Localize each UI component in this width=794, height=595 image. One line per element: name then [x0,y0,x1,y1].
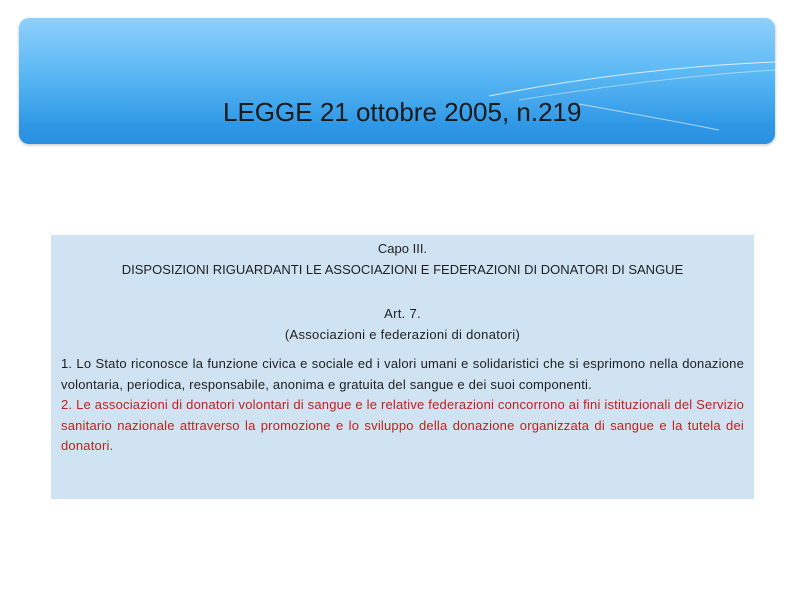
article-subtitle: (Associazioni e federazioni di donatori) [284,327,521,342]
title-banner [19,18,775,144]
law-text-box [51,235,754,499]
page-title: LEGGE 21 ottobre 2005, n.219 [223,97,582,127]
paragraph-1: 1. Lo Stato riconosce la funzione civica e sociale ed i valori umani e solidaristici che si esprimono nella donazione volontaria, periodica, responsabile, anonima e gratuita del sangue e dei suoi componenti. [61,356,744,392]
paragraph-2: 2. Le associazioni di donatori volontari di sangue e le relative federazioni concorrono ai fini istituzionali del Servizio sanitario nazionale attraverso la promozione e lo sviluppo della donazione organizzata di sangue e la tutela dei donatori. [61,397,744,453]
chapter-title: DISPOSIZIONI RIGUARDANTI LE ASSOCIAZIONI E FEDERAZIONI DI DONATORI DI SANGUE [121,262,684,277]
article-number: Art. 7. [384,306,421,321]
chapter-number: Capo III. [377,241,428,256]
